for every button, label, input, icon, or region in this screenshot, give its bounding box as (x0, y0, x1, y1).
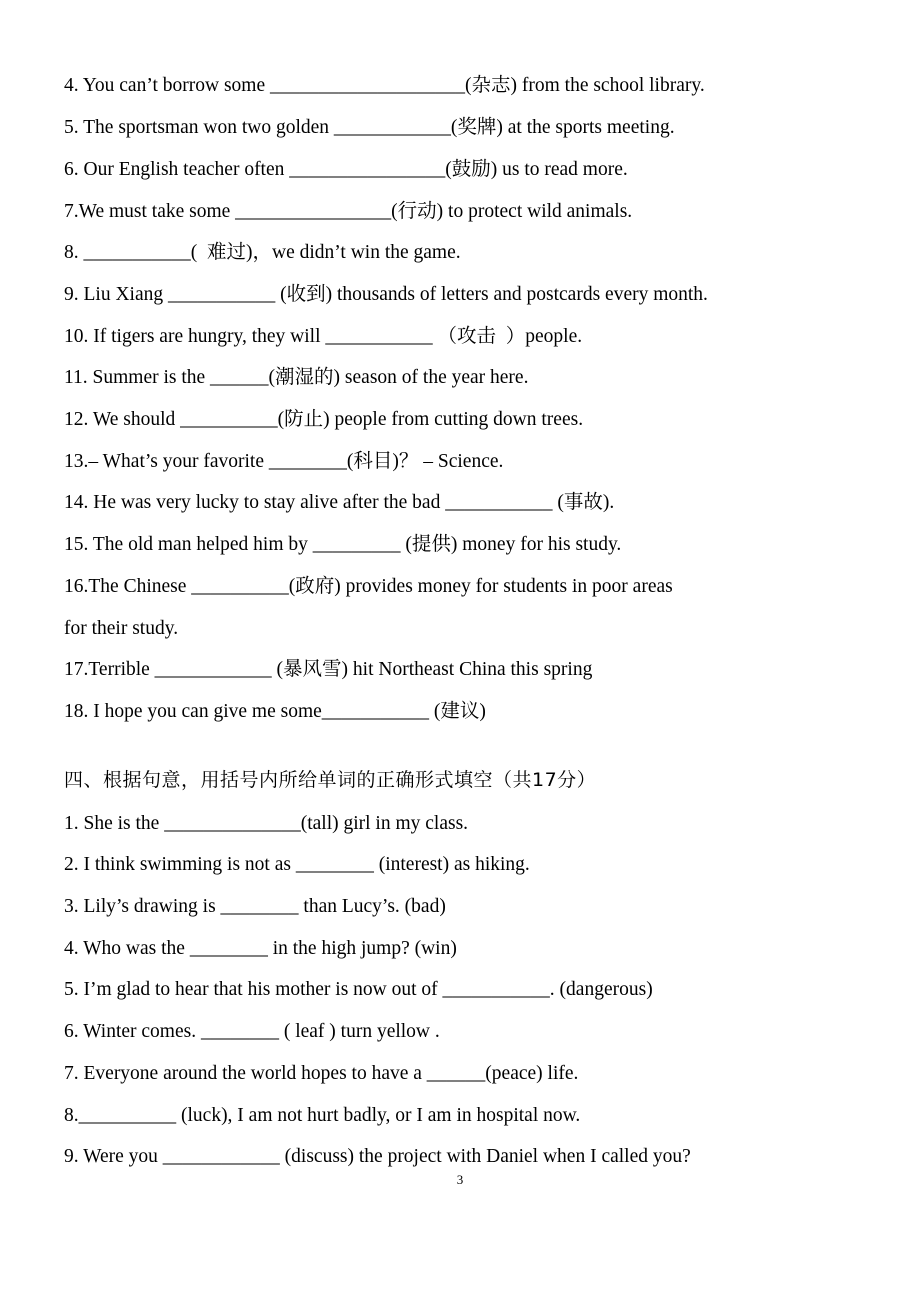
section-4-heading: 四、根据句意，用括号内所给单词的正确形式填空（共17分） (64, 769, 597, 791)
item-16-government: 16.The Chinese __________(政府) provides money for students in poor areas (64, 576, 673, 597)
s4-item-1: 1. She is the ______________(tall) girl in my class. (64, 813, 469, 834)
item-13-subject: 13.– What’s your favorite ________(科目)？ – Science. (64, 451, 504, 472)
item-10-attack: 10. If tigers are hungry, they will ___________ （攻击 ）people. (64, 326, 583, 347)
page-number: 3 (456, 1172, 464, 1187)
s4-item-6: 6. Winter comes. ________ ( leaf ) turn yellow . (64, 1021, 440, 1042)
s4-item-2: 2. I think swimming is not as ________ (interest) as hiking. (64, 854, 530, 875)
s4-item-7: 7. Everyone around the world hopes to have a ______(peace) life. (64, 1063, 579, 1084)
item-15-provide: 15. The old man helped him by _________ (提供) money for his study. (64, 534, 622, 555)
s4-item-4: 4. Who was the ________ in the high jump? (win) (64, 938, 457, 959)
item-18-advice: 18. I hope you can give me some___________ (建议) (64, 701, 486, 722)
s4-item-9: 9. Were you ____________ (discuss) the project with Daniel when I called you? (64, 1146, 691, 1167)
item-14-accident: 14. He was very lucky to stay alive after the bad ___________ (事故). (64, 492, 615, 513)
item-8-sad: 8. ___________( 难过)，we didn’t win the game. (64, 242, 461, 263)
s4-item-5: 5. I’m glad to hear that his mother is now out of ___________. (dangerous) (64, 979, 653, 1000)
item-9-receive: 9. Liu Xiang ___________ (收到) thousands of letters and postcards every month. (64, 284, 708, 305)
s4-item-8: 8.__________ (luck), I am not hurt badly, or I am in hospital now. (64, 1105, 581, 1126)
item-7-action: 7.We must take some ________________(行动) to protect wild animals. (64, 201, 633, 222)
item-16-continuation: for their study. (64, 618, 179, 639)
s4-item-3: 3. Lily’s drawing is ________ than Lucy’s. (bad) (64, 896, 446, 917)
item-12-prevent: 12. We should __________(防止) people from cutting down trees. (64, 409, 584, 430)
item-11-wet: 11. Summer is the ______(潮湿的) season of the year here. (64, 367, 529, 388)
item-5-medal: 5. The sportsman won two golden ____________(奖牌) at the sports meeting. (64, 117, 675, 138)
item-6-encourage: 6. Our English teacher often ________________(鼓励) us to read more. (64, 159, 628, 180)
item-17-snowstorm: 17.Terrible ____________ (暴风雪) hit Northeast China this spring (64, 659, 593, 680)
item-4-magazine: 4. You can’t borrow some ____________________(杂志) from the school library. (64, 75, 705, 96)
